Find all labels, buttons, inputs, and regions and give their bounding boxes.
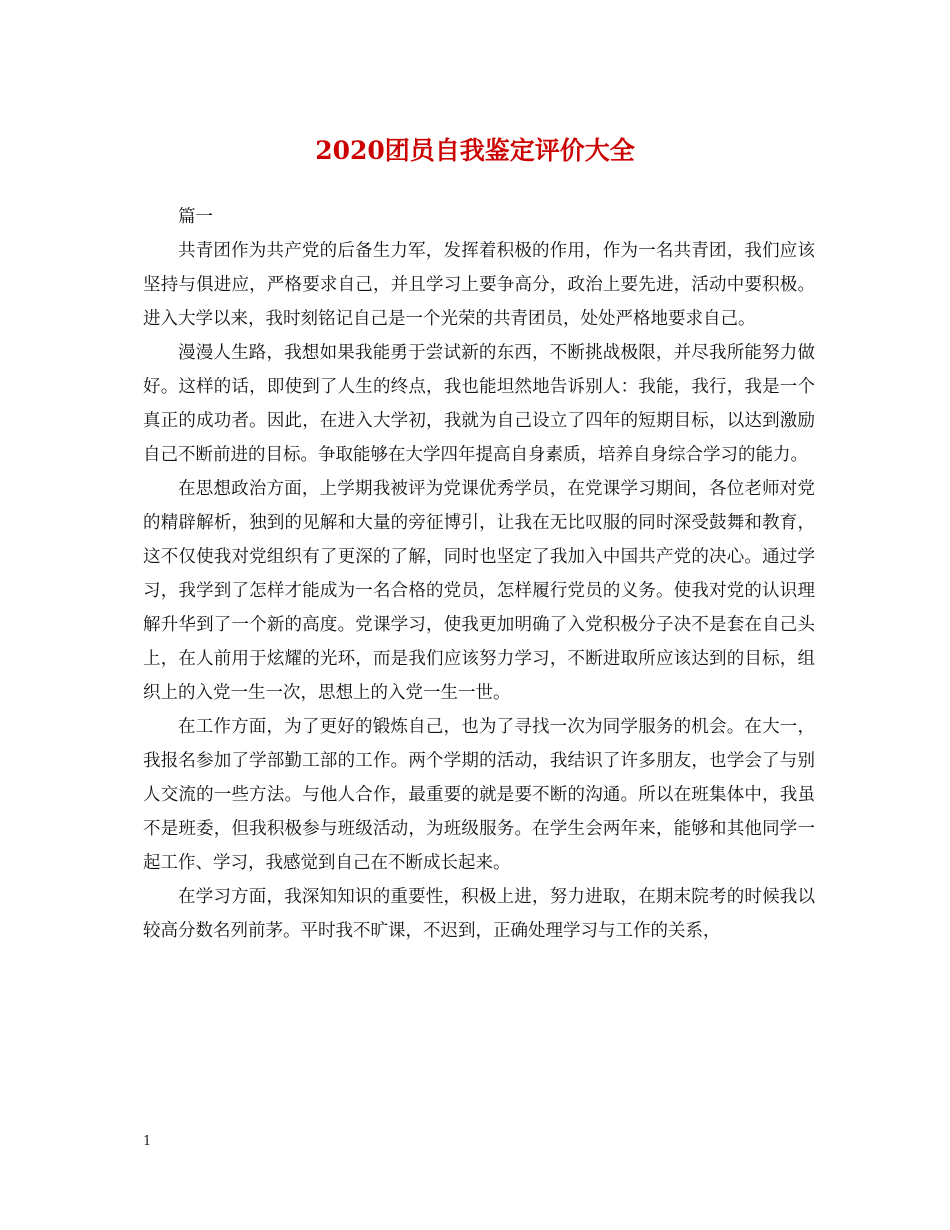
- paragraph-5: 在学习方面，我深知知识的重要性，积极上进，努力进取，在期末院考的时候我以较高分数名列前茅。平时我不旷课，不迟到，正确处理学习与工作的关系，: [143, 887, 815, 941]
- paragraph-1: 共青团作为共产党的后备生力军，发挥着积极的作用，作为一名共青团，我们应该坚持与俱进应，严格要求自己，并且学习上要争高分，政治上要先进，活动中要积极。进入大学以来，我时刻铭记自己是一个光荣的共青团员，处处严格地要求自己。: [143, 241, 815, 329]
- paragraph-4: 在工作方面，为了更好的锻炼自己，也为了寻找一次为同学服务的机会。在大一，我报名参加了学部勤工部的工作。两个学期的活动，我结识了许多朋友，也学会了与别人交流的一些方法。与他人合作，最重要的就是要不断的沟通。所以在班集体中，我虽不是班委，但我积极参与班级活动，为班级服务。在学生会两年来，能够和其他同学一起工作、学习，我感觉到自己在不断成长起来。: [143, 717, 815, 873]
- document-body: [143, 200, 815, 948]
- section-label: 篇一: [178, 207, 213, 227]
- document-title: 2020团员自我鉴定评价大全: [315, 136, 635, 165]
- page-number: 1: [143, 1134, 152, 1149]
- paragraph-3: 在思想政治方面，上学期我被评为党课优秀学员，在党课学习期间，各位老师对党的精辟解析，独到的见解和大量的旁征博引，让我在无比叹服的同时深受鼓舞和教育，这不仅使我对党组织有了更深的了解，同时也坚定了我加入中国共产党的决心。通过学习，我学到了怎样才能成为一名合格的党员，怎样履行党员的义务。使我对党的认识理解升华到了一个新的高度。党课学习，使我更加明确了入党积极分子决不是套在自己头上，在人前用于炫耀的光环，而是我们应该努力学习，不断进取所应该达到的目标，组织上的入党一生一次，思想上的入党一生一世。: [143, 479, 815, 703]
- paragraph-2: 漫漫人生路，我想如果我能勇于尝试新的东西，不断挑战极限，并尽我所能努力做好。这样的话，即使到了人生的终点，我也能坦然地告诉别人：我能，我行，我是一个真正的成功者。因此，在进入大学初，我就为自己设立了四年的短期目标，以达到激励自己不断前进的目标。争取能够在大学四年提高自身素质，培养自身综合学习的能力。: [143, 343, 815, 465]
